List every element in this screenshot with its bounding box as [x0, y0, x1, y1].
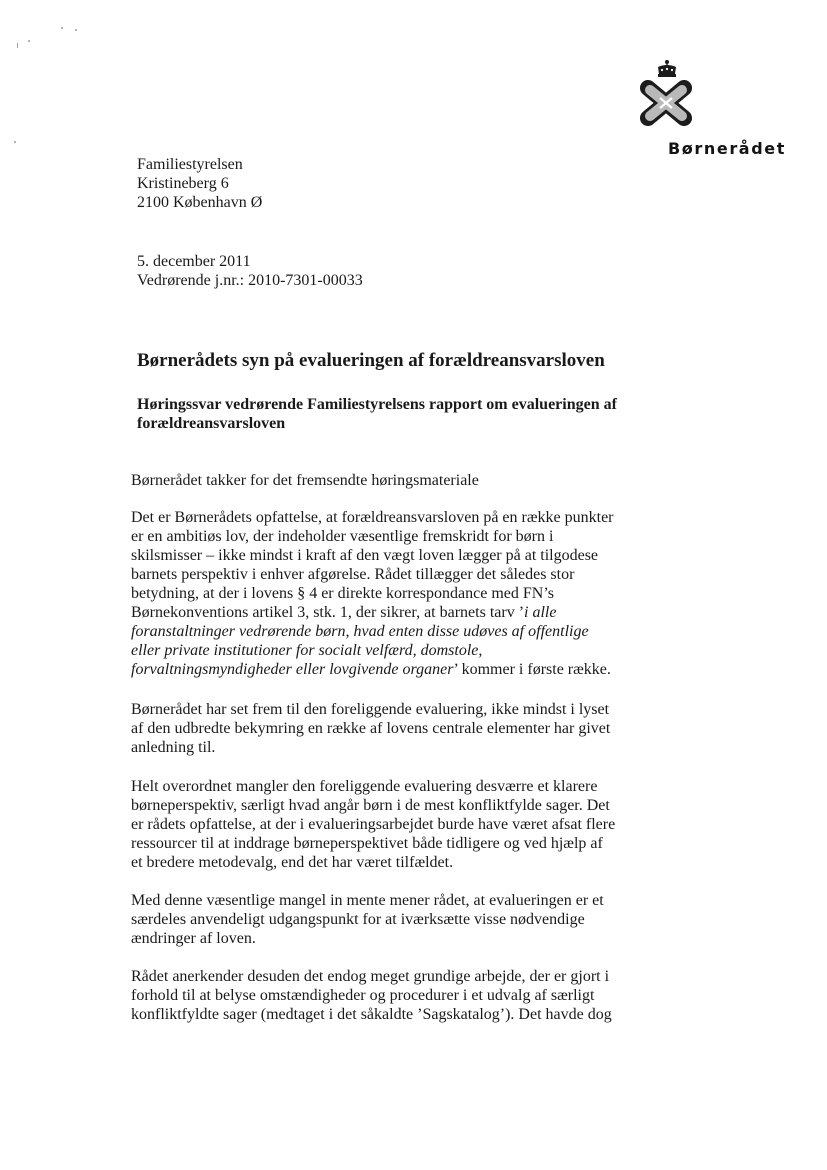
paragraph-line [131, 622, 651, 641]
address-line: Familiestyrelsen [137, 156, 243, 173]
paragraph-line: Med denne væsentlige mangel in mente mener rådet, at evalueringen er et [131, 892, 604, 909]
paragraph-line: er rådets opfattelse, at der i evalueringsarbejdet burde have været afsat flere [131, 816, 616, 833]
scan-speck [14, 141, 16, 143]
paragraph-line: barnets perspektiv i enhver afgørelse. Rådet tillægger det således stor [131, 566, 575, 583]
paragraph-line: ressourcer til at inddrage børneperspektivet både tidligere og ved hjælp af [131, 835, 603, 852]
paragraph-1 [131, 471, 651, 490]
paragraph-4 [131, 777, 651, 872]
paragraph-line: forhold til at belyse omstændigheder og procedurer i et udvalg af særligt [131, 987, 595, 1004]
reference-number: Vedrørende j.nr.: 2010-7301-00033 [137, 272, 363, 289]
paragraph-line: Børnerådet takker for det fremsendte høringsmateriale [131, 472, 479, 489]
quoted-convention-text: i alle [524, 604, 557, 621]
paragraph-text: ’ kommer i første række. [453, 661, 611, 678]
document-title: Børnerådets syn på evalueringen af forældreansvarsloven [137, 350, 605, 371]
paragraph-line: anledning til. [131, 739, 216, 756]
paragraph-3 [131, 700, 651, 757]
paragraph-2 [131, 508, 651, 679]
paragraph-line [131, 603, 651, 622]
paragraph-line [131, 641, 651, 660]
borneraadet-logo [634, 58, 694, 130]
quoted-convention-text: foranstaltninger vedrørende børn, hvad enten disse udøves af offentlige [131, 623, 589, 640]
paragraph-line: af den udbredte bekymring en række af lovens centrale elementer har givet [131, 720, 611, 737]
paragraph-line: ændringer af loven. [131, 930, 256, 947]
address-line: Kristineberg 6 [137, 175, 229, 192]
paragraph-line: konfliktfyldte sager (medtaget i det såkaldte ’Sagskatalog’). Det havde dog [131, 1006, 612, 1023]
paragraph-line: børneperspektiv, særligt hvad angår børn i de mest konfliktfylde sager. Det [131, 797, 610, 814]
paragraph-line: Rådet anerkender desuden det endog meget grundige arbejde, der er gjort i [131, 968, 610, 985]
paragraph-line: Det er Børnerådets opfattelse, at forældreansvarsloven på en række punkter [131, 509, 614, 526]
letter-meta [137, 252, 657, 290]
paragraph-text: Børnekonventions artikel 3, stk. 1, der sikrer, at barnets tarv ’ [131, 604, 525, 621]
quoted-convention-text: forvaltningsmyndigheder eller lovgivende organer [131, 661, 454, 678]
paragraph-line: skilsmisser – ikke mindst i kraft af den vægt loven lægger på at tilgodese [131, 547, 599, 564]
paragraph-line: Børnerådet har set frem til den foreliggende evaluering, ikke mindst i lyset [131, 701, 610, 718]
letter-date: 5. december 2011 [137, 253, 251, 270]
paragraph-line [131, 660, 651, 679]
subtitle-line: Høringssvar vedrørende Familiestyrelsens rapport om evalueringen af [137, 396, 617, 413]
paragraph-5 [131, 891, 651, 948]
document-subtitle [137, 395, 657, 433]
scan-speck [61, 27, 63, 29]
quoted-convention-text: eller private institutioner for socialt velfærd, domstole, [131, 642, 483, 659]
address-line: 2100 København Ø [137, 194, 263, 211]
paragraph-line: er en ambitiøs lov, der indeholder væsentlige fremskridt for børn i [131, 528, 554, 545]
subtitle-line: forældreansvarsloven [137, 415, 286, 432]
paragraph-line: særdeles anvendeligt udgangspunkt for at iværksætte visse nødvendige [131, 911, 585, 928]
paragraph-line: betydning, at der i lovens § 4 er direkte korrespondance med FN’s [131, 585, 554, 602]
brand-name: Børnerådet [668, 139, 786, 158]
recipient-address [137, 155, 657, 212]
scan-speck [17, 43, 18, 48]
scan-speck [28, 40, 30, 42]
paragraph-line: Helt overordnet mangler den foreliggende evaluering desværre et klarere [131, 778, 598, 795]
borneraadet-crown-x-logo-icon [634, 58, 694, 130]
scan-speck [75, 29, 77, 31]
paragraph-line: et bredere metodevalg, end det har været tilfældet. [131, 854, 454, 871]
paragraph-6 [131, 967, 651, 1024]
